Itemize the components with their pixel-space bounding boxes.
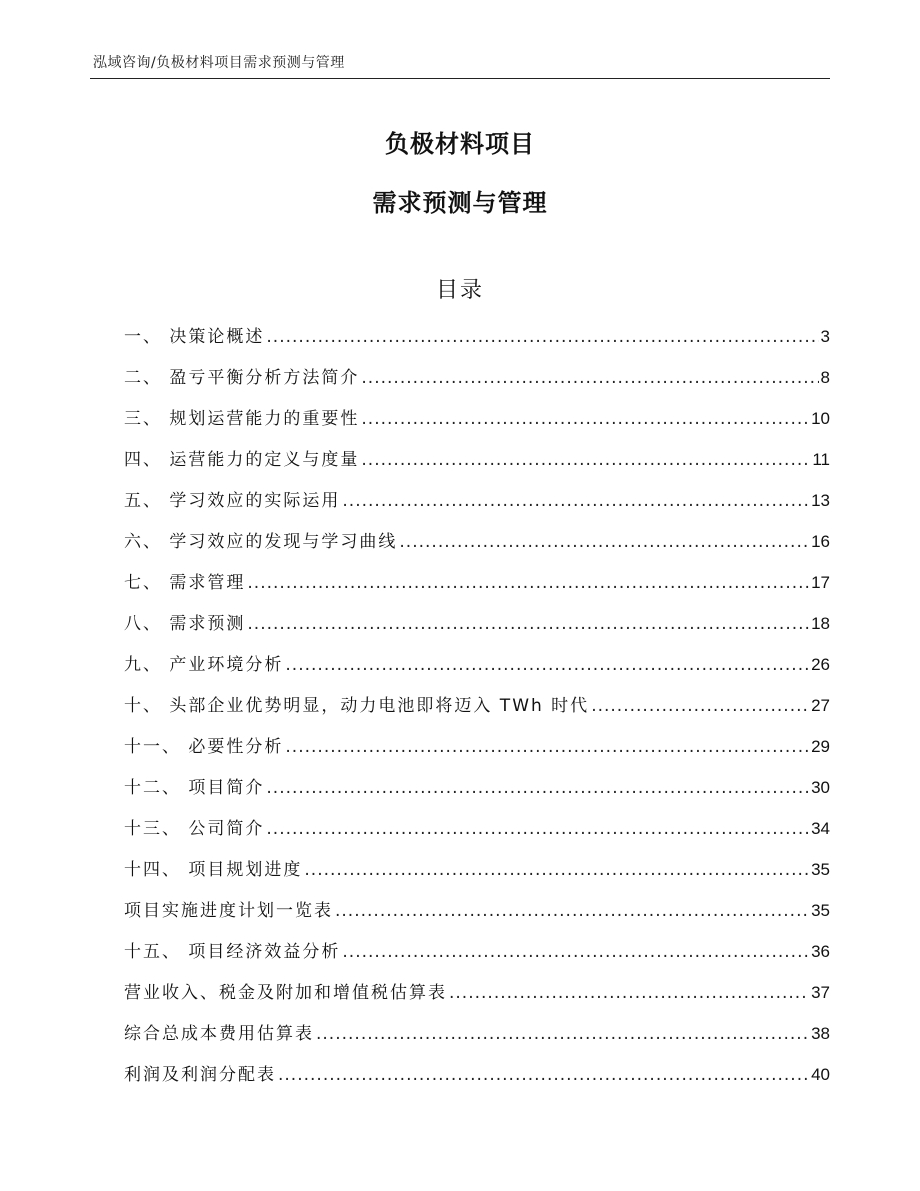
toc-leader-dots bbox=[247, 568, 809, 598]
toc-leader-dots bbox=[399, 527, 809, 557]
toc-entry-label: 十一、 必要性分析 bbox=[124, 737, 284, 757]
toc-entry-label: 四、 运营能力的定义与度量 bbox=[124, 450, 360, 470]
toc-leader-dots bbox=[361, 445, 810, 475]
toc-entry-label: 十四、 项目规划进度 bbox=[124, 860, 303, 880]
toc-entry-label: 八、 需求预测 bbox=[124, 614, 246, 634]
toc-entry-label: 综合总成本费用估算表 bbox=[124, 1024, 314, 1044]
table-of-contents bbox=[124, 322, 830, 1101]
toc-entry-label: 三、 规划运营能力的重要性 bbox=[124, 409, 360, 429]
toc-entry-page-number: 40 bbox=[811, 1065, 830, 1084]
toc-entry-label: 十、 头部企业优势明显，动力电池即将迈入 TWh 时代 bbox=[124, 696, 590, 716]
toc-entry-label: 五、 学习效应的实际运用 bbox=[124, 491, 341, 511]
running-header: 泓域咨询/负极材料项目需求预测与管理 bbox=[93, 55, 345, 71]
toc-entry-label: 十三、 公司简介 bbox=[124, 819, 265, 839]
toc-entry-page-number: 38 bbox=[811, 1024, 830, 1043]
toc-leader-dots bbox=[247, 609, 809, 639]
toc-entry-page-number: 35 bbox=[811, 901, 830, 920]
toc-leader-dots bbox=[304, 855, 809, 885]
toc-entry[interactable] bbox=[124, 486, 830, 527]
toc-entry-page-number: 3 bbox=[820, 327, 830, 346]
toc-leader-dots bbox=[266, 773, 809, 803]
toc-entry[interactable] bbox=[124, 732, 830, 773]
toc-entry-label: 六、 学习效应的发现与学习曲线 bbox=[124, 532, 398, 552]
toc-leader-dots bbox=[285, 732, 809, 762]
toc-entry-page-number: 26 bbox=[811, 655, 830, 674]
toc-entry[interactable] bbox=[124, 650, 830, 691]
toc-entry[interactable] bbox=[124, 363, 830, 404]
toc-leader-dots bbox=[449, 978, 809, 1008]
toc-entry-label: 项目实施进度计划一览表 bbox=[124, 901, 333, 921]
toc-leader-dots bbox=[342, 486, 809, 516]
toc-entry-page-number: 11 bbox=[812, 450, 830, 469]
toc-entry-label: 十五、 项目经济效益分析 bbox=[124, 942, 341, 962]
toc-leader-dots bbox=[278, 1060, 809, 1090]
toc-entry-label: 营业收入、税金及附加和增值税估算表 bbox=[124, 983, 447, 1003]
toc-entry[interactable] bbox=[124, 404, 830, 445]
toc-entry-page-number: 35 bbox=[811, 860, 830, 879]
toc-entry-page-number: 29 bbox=[811, 737, 830, 756]
toc-entry-label: 七、 需求管理 bbox=[124, 573, 246, 593]
toc-entry-page-number: 30 bbox=[811, 778, 830, 797]
toc-leader-dots bbox=[361, 404, 809, 434]
toc-leader-dots bbox=[266, 322, 818, 352]
toc-entry-page-number: 37 bbox=[811, 983, 830, 1002]
toc-entry-page-number: 18 bbox=[811, 614, 830, 633]
toc-entry[interactable] bbox=[124, 937, 830, 978]
toc-entry[interactable] bbox=[124, 691, 830, 732]
toc-entry[interactable] bbox=[124, 1060, 830, 1101]
toc-entry-page-number: 16 bbox=[811, 532, 830, 551]
toc-entry-page-number: 8 bbox=[820, 368, 830, 387]
toc-leader-dots bbox=[285, 650, 809, 680]
toc-entry[interactable] bbox=[124, 978, 830, 1019]
toc-heading: 目录 bbox=[435, 278, 484, 303]
document-title-line-2: 需求预测与管理 bbox=[372, 189, 548, 217]
toc-entry-page-number: 10 bbox=[811, 409, 830, 428]
toc-entry-label: 利润及利润分配表 bbox=[124, 1065, 276, 1085]
toc-entry-page-number: 34 bbox=[811, 819, 830, 838]
toc-leader-dots bbox=[342, 937, 809, 967]
toc-entry[interactable] bbox=[124, 527, 830, 568]
toc-entry[interactable] bbox=[124, 322, 830, 363]
toc-entry-page-number: 36 bbox=[811, 942, 830, 961]
toc-entry[interactable] bbox=[124, 896, 830, 937]
toc-entry-label: 二、 盈亏平衡分析方法简介 bbox=[124, 368, 360, 388]
toc-entry[interactable] bbox=[124, 445, 830, 486]
toc-entry[interactable] bbox=[124, 814, 830, 855]
toc-entry-page-number: 27 bbox=[811, 696, 830, 715]
toc-leader-dots bbox=[266, 814, 809, 844]
toc-entry-label: 十二、 项目简介 bbox=[124, 778, 265, 798]
toc-entry[interactable] bbox=[124, 855, 830, 896]
toc-entry-page-number: 13 bbox=[811, 491, 830, 510]
toc-entry-label: 九、 产业环境分析 bbox=[124, 655, 284, 675]
toc-leader-dots bbox=[361, 363, 818, 393]
toc-leader-dots bbox=[316, 1019, 809, 1049]
toc-entry[interactable] bbox=[124, 568, 830, 609]
toc-leader-dots bbox=[335, 896, 809, 926]
toc-entry-page-number: 17 bbox=[811, 573, 830, 592]
document-title-line-1: 负极材料项目 bbox=[385, 130, 535, 158]
toc-entry[interactable] bbox=[124, 1019, 830, 1060]
header-divider bbox=[90, 78, 830, 79]
toc-entry[interactable] bbox=[124, 609, 830, 650]
toc-entry[interactable] bbox=[124, 773, 830, 814]
toc-entry-label: 一、 决策论概述 bbox=[124, 327, 265, 347]
toc-leader-dots bbox=[591, 691, 809, 721]
